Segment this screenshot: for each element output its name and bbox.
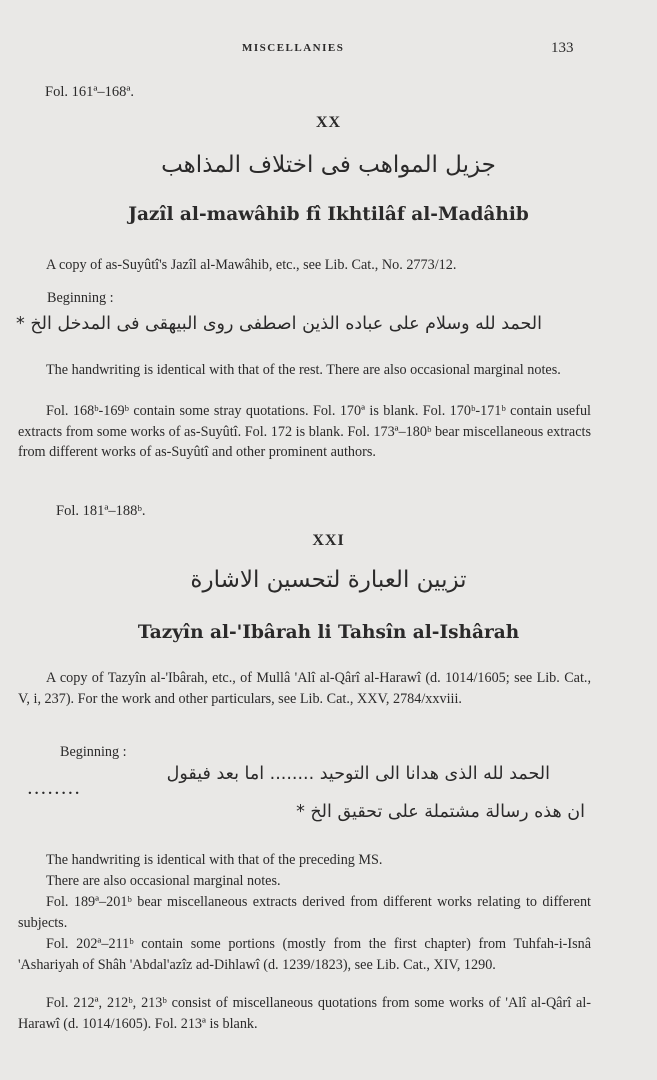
section-xxi-folio-note-2: Fol. 202ª–211ᵇ contain some portions (mostly from the first chapter) from Tuhfah-i-Isnâ 'Ashariyah of Shâh 'Abdal'azîz ad-Dihlawî (d. 1239/1823), see Lib. Cat., XIV, 1290. — [18, 936, 591, 973]
section-xx-arabic-title: جزيل المواهب فى اختلاف المذاهب — [161, 152, 496, 178]
page-header — [0, 42, 657, 62]
section-xxi-folio-note-1: Fol. 189ª–201ᵇ bear miscellaneous extracts derived from different works relating to different subjects. — [18, 894, 591, 931]
section-xxi-folio-note-3: Fol. 212ª, 212ᵇ, 213ᵇ consist of miscellaneous quotations from some works of 'Alî al-Qârî al-Harawî (d. 1014/1605). Fol. 213ª is blank. — [18, 995, 591, 1032]
section-xxi-beginning-arabic-2: ان هذه رسالة مشتملة على تحقيق الخ * — [296, 802, 585, 822]
section-xx-folio-note: Fol. 168ᵇ-169ᵇ contain some stray quotations. Fol. 170ª is blank. Fol. 170ᵇ-171ᵇ contain useful extracts from some works of as-Suyûtî. Fol. 172 is blank. Fol. 173ª–180ᵇ bear miscellaneous extracts from different works of as-Suyûtî and other prominent authors. — [18, 403, 591, 460]
section-xx-number: XX — [315, 114, 342, 131]
top-folio-range: Fol. 161ª–168ª. — [45, 84, 134, 100]
section-xxi-handwriting-note-1: The handwriting is identical with that of the preceding MS. — [46, 852, 383, 868]
running-head: MISCELLANIES — [242, 42, 345, 54]
section-xx-handwriting-note: The handwriting is identical with that of the rest. There are also occasional marginal notes. — [46, 362, 561, 378]
section-xx-latin-title: Jazîl al-mawâhib fî Ikhtilâf al-Madâhib — [128, 204, 529, 225]
section-xxi-beginning-label: Beginning : — [60, 744, 127, 760]
section-xxi-number: XXI — [312, 532, 345, 549]
section-xxi-beginning-dots: ........ — [28, 782, 82, 798]
section-xxi-beginning-arabic-1: الحمد لله الذى هدانا الى التوحيد ........ اما بعد فيقول — [166, 764, 550, 784]
section-xxi-arabic-title: تزيين العبارة لتحسين الاشارة — [190, 567, 467, 593]
section-xx-fol-range: Fol. 181ª–188ᵇ. — [56, 503, 146, 519]
section-xx-beginning-arabic: الحمد لله وسلام على عباده الذين اصطفى روى البيهقى فى المدخل الخ * — [16, 314, 542, 334]
section-xxi-copy-note: A copy of Tazyîn al-'Ibârah, etc., of Mullâ 'Alî al-Qârî al-Harawî (d. 1014/1605; see Lib. Cat., V, i, 237). For the work and other particulars, see Lib. Cat., XXV, 2784/xxviii. — [18, 670, 591, 707]
section-xxi-latin-title: Tazyîn al-'Ibârah li Tahsîn al-Ishârah — [137, 622, 520, 643]
section-xx-beginning-label: Beginning : — [47, 290, 114, 306]
section-xx-copy-note: A copy of as-Suyûtî's Jazîl al-Mawâhib, etc., see Lib. Cat., No. 2773/12. — [46, 257, 457, 273]
page-number: 133 — [551, 40, 574, 56]
section-xxi-handwriting-note-2: There are also occasional marginal notes. — [46, 873, 281, 889]
